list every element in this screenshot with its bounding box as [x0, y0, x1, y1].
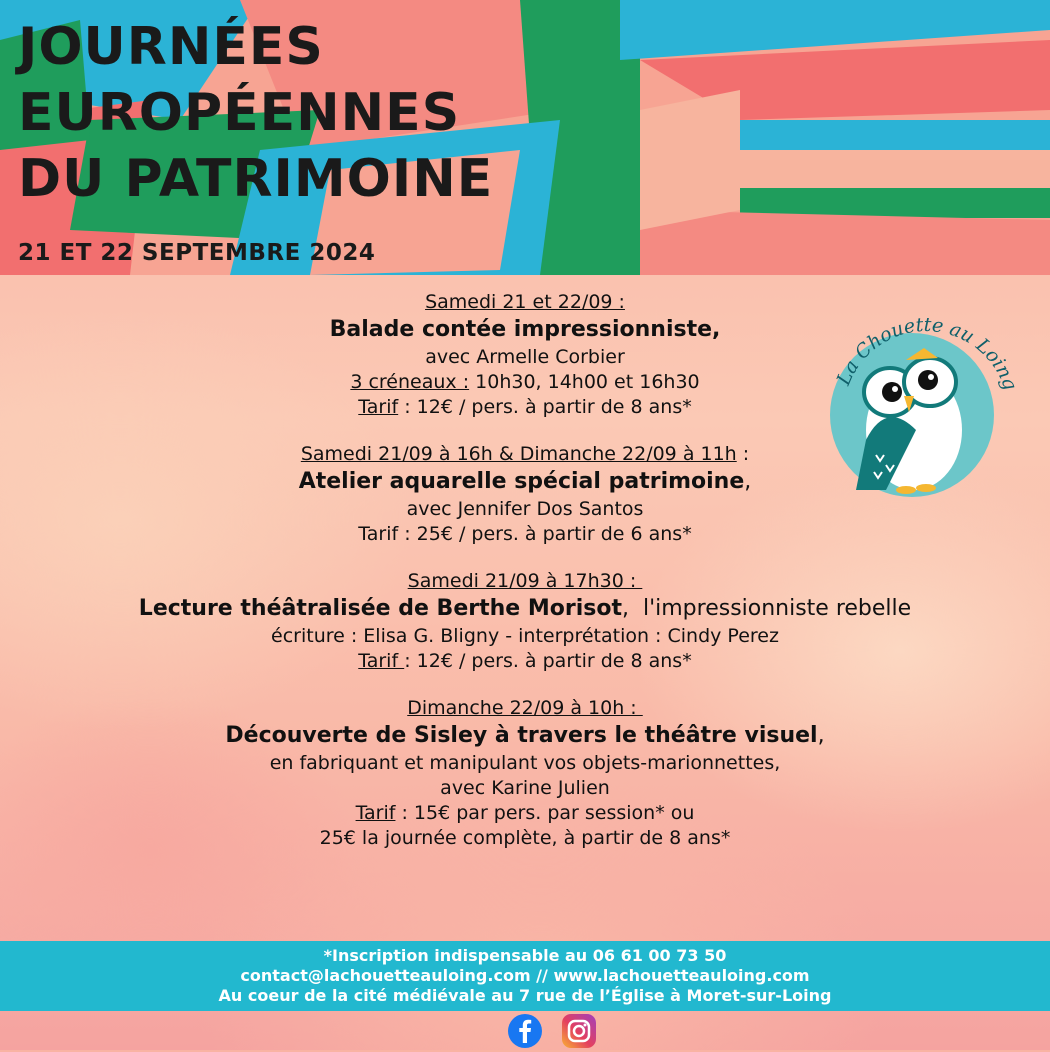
event-dates: 21 ET 22 SEPTEMBRE 2024: [18, 240, 376, 266]
event-4-price-value: : 15€ par pers. par session* ou: [395, 802, 695, 824]
event-4-price: [0, 801, 1050, 826]
event-1-price: [0, 395, 1050, 420]
title-line-2: EUROPÉENNES: [18, 83, 461, 143]
event-3-credits: écriture : Elisa G. Bligny - interprétation : Cindy Perez: [271, 625, 779, 647]
facebook-icon[interactable]: [508, 1014, 542, 1048]
event-3-price-value: : 12€ / pers. à partir de 8 ans*: [404, 650, 692, 672]
event-3-price-label: Tarif: [358, 650, 405, 672]
event-3-title-suffix: , l'impressionniste rebelle: [621, 596, 912, 621]
event-4-price-label: Tarif: [355, 802, 396, 824]
registration-phone: *Inscription indispensable au 06 61 00 73 50: [323, 946, 727, 965]
event-1-price-label: Tarif: [358, 396, 399, 418]
event-1-slots-label: 3 créneaux :: [350, 371, 470, 393]
event-1-price-value: : 12€ / pers. à partir de 8 ans*: [398, 396, 692, 418]
event-1-slots-times: 10h30, 14h00 et 16h30: [469, 371, 700, 393]
event-1-title: Balade contée impressionniste,: [329, 317, 721, 342]
event-1-date: Samedi 21 et 22/09 :: [425, 291, 625, 313]
contact-footer: [0, 941, 1050, 1011]
event-4-host: avec Karine Julien: [440, 777, 610, 799]
event-4-description: en fabriquant et manipulant vos objets-marionnettes,: [269, 752, 781, 774]
event-2-title-suffix: ,: [744, 469, 752, 494]
programme: [0, 290, 1050, 873]
header-banner: [0, 0, 1050, 275]
event-3: [0, 569, 1050, 674]
event-4: [0, 696, 1050, 851]
event-title: [18, 14, 493, 212]
event-3-date: Samedi 21/09 à 17h30 :: [407, 570, 643, 592]
event-2-date-suffix: :: [736, 443, 750, 465]
logo-text: La Chouette au Loing: [832, 313, 1022, 394]
event-4-price-line2: 25€ la journée complète, à partir de 8 ans*: [319, 827, 731, 849]
event-2-price: Tarif : 25€ / pers. à partir de 6 ans*: [358, 523, 692, 545]
event-4-title-suffix: ,: [817, 723, 825, 748]
event-2-title: Atelier aquarelle spécial patrimoine: [298, 469, 745, 494]
event-1: [0, 290, 1050, 420]
event-1-host: avec Armelle Corbier: [425, 346, 625, 368]
event-4-date: Dimanche 22/09 à 10h :: [407, 697, 643, 719]
instagram-icon[interactable]: [562, 1014, 596, 1048]
title-line-1: JOURNÉES: [18, 17, 324, 77]
event-2-host: avec Jennifer Dos Santos: [406, 498, 644, 520]
event-2: [0, 442, 1050, 547]
event-3-title: Lecture théâtralisée de Berthe Morisot: [138, 596, 622, 621]
event-1-slots: [0, 370, 1050, 395]
event-4-title: Découverte de Sisley à travers le théâtre visuel: [225, 723, 818, 748]
event-3-price: [0, 649, 1050, 674]
contact-links[interactable]: contact@lachouetteauloing.com // www.lachouetteauloing.com: [240, 966, 810, 985]
social-links: [0, 1014, 1050, 1048]
title-line-3: DU PATRIMOINE: [18, 149, 494, 209]
address: Au coeur de la cité médiévale au 7 rue de l’Église à Moret-sur-Loing: [218, 986, 832, 1005]
event-2-date: Samedi 21/09 à 16h & Dimanche 22/09 à 11h: [300, 443, 737, 465]
